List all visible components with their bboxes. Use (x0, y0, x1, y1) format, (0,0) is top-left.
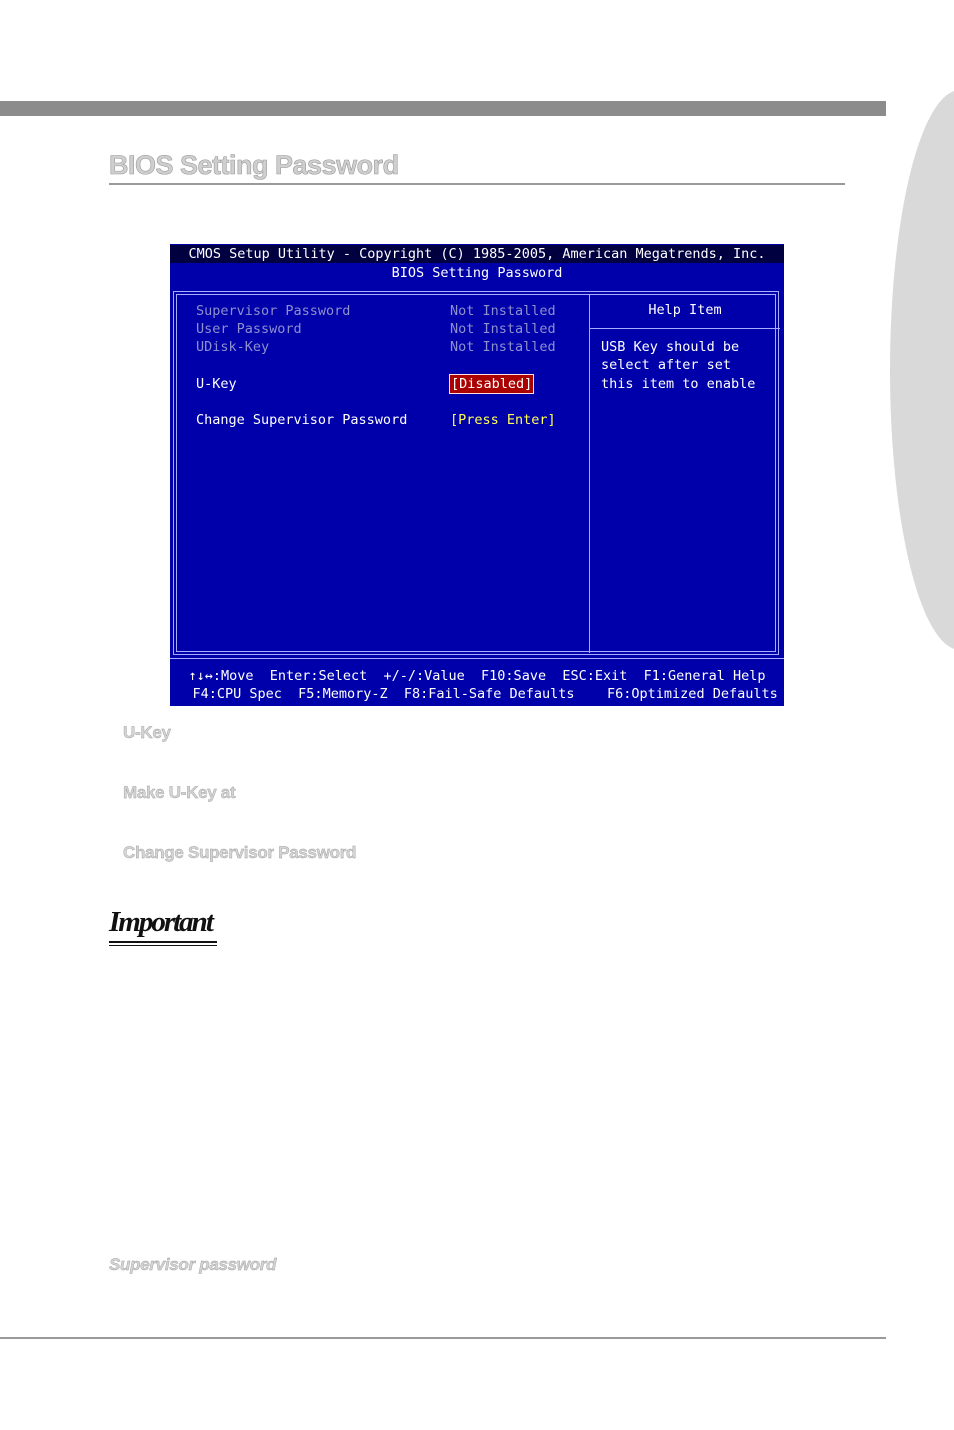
bios-header (170, 244, 784, 290)
section-heading-change-password: Change Supervisor Password (123, 843, 357, 862)
bios-row-label: UDisk-Key (196, 339, 270, 355)
bios-row-label: Change Supervisor Password (196, 412, 408, 428)
bios-screenshot (170, 244, 784, 706)
important-heading: Important (109, 906, 212, 938)
bios-screen-title: BIOS Setting Password (391, 265, 563, 281)
bios-copyright: CMOS Setup Utility - Copyright (C) 1985-2005, American Megatrends, Inc. (170, 245, 784, 263)
bios-row-value: Not Installed (450, 303, 556, 319)
bios-body (173, 291, 779, 655)
help-panel (589, 294, 780, 653)
help-title: Help Item (648, 302, 722, 318)
u-key-value-selected[interactable]: [Disabled] (451, 376, 533, 392)
bios-row-label: Supervisor Password (196, 303, 351, 319)
key-legend-line-1: ↑↓↔:Move Enter:Select +/-/:Value F10:Save ESC:Exit F1:General Help (188, 668, 766, 684)
section-heading-u-key: U-Key (123, 723, 171, 742)
header-bar (0, 101, 886, 116)
bios-row-label: U-Key (196, 376, 237, 392)
bios-row-value: Not Installed (450, 321, 556, 337)
help-divider (590, 328, 780, 329)
bios-row-value: Not Installed (450, 339, 556, 355)
bios-row-label: User Password (196, 321, 302, 337)
important-underline (109, 941, 217, 943)
press-enter-value[interactable]: [Press Enter] (450, 412, 556, 428)
help-text: USB Key should be select after set this item to enable (601, 339, 756, 392)
key-legend-line-2: F4:CPU Spec F5:Memory-Z F8:Fail-Safe Defaults F6:Optimized Defaults (176, 686, 778, 702)
chapter-side-tab (890, 90, 954, 650)
important-underline-thin (109, 945, 217, 946)
section-heading-make-u-key: Make U-Key at (123, 783, 236, 802)
bios-key-legend (170, 658, 784, 706)
footnote-supervisor-password: Supervisor password (109, 1255, 277, 1274)
page-title: BIOS Setting Password (109, 150, 845, 185)
footer-rule (0, 1337, 886, 1339)
